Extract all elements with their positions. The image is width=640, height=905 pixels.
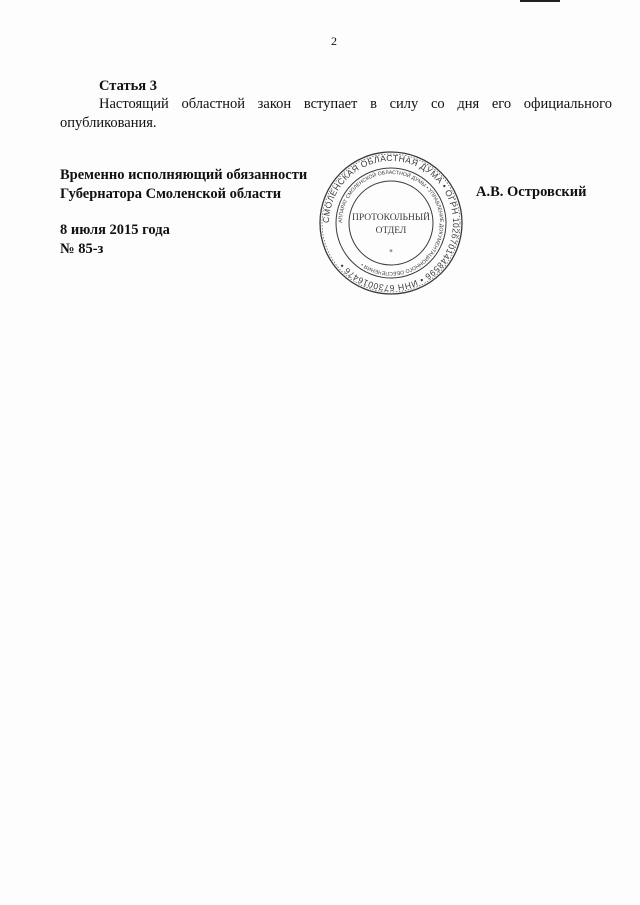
scan-mark: [520, 0, 560, 2]
official-seal-icon: [318, 150, 464, 296]
seal-center-line-1: ПРОТОКОЛЬНЫЙ: [351, 213, 431, 223]
enactment-date: 8 июля 2015 года: [60, 222, 170, 238]
enactment-number: № 85-з: [60, 241, 104, 257]
signer-position-line-2: Губернатора Смоленской области: [60, 186, 282, 202]
page-number: 2: [331, 34, 337, 48]
svg-text:АППАРАТ СМОЛЕНСКОЙ ОБЛАСТНОЙ Д: [338, 170, 444, 276]
seal-outer-text: СМОЛЕНСКАЯ ОБЛАСТНАЯ ДУМА • ОГРН 1026701448596 • ИНН 6730016476 •: [320, 152, 462, 294]
seal-inner-text: АППАРАТ СМОЛЕНСКОЙ ОБЛАСТНОЙ ДУМЫ • УПРАВЛЕНИЕ ДОКУМЕНТАЦИОННОГО ОБЕСПЕЧЕНИЯ •: [337, 169, 445, 277]
svg-text:*: *: [389, 248, 393, 256]
signer-position: [60, 166, 307, 204]
enactment-block: [60, 221, 170, 259]
seal-center-line-2: ОТДЕЛ: [375, 226, 407, 236]
article-title: Статья 3: [99, 78, 157, 94]
article-text: Настоящий областной закон вступает в силу со дня его официального опубликования.: [60, 96, 612, 131]
signer-position-line-1: Временно исполняющий обязанности: [60, 167, 308, 183]
signer-name: А.В. Островский: [476, 184, 587, 200]
